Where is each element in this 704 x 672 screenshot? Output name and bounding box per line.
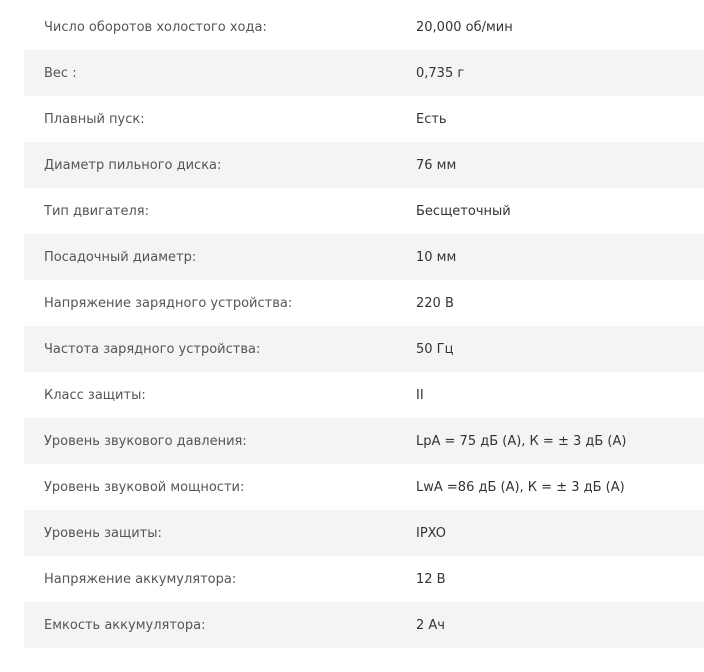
spec-label: Тип двигателя:: [44, 203, 149, 219]
spec-row-idle-speed: [24, 4, 704, 50]
spec-row-ingress-protection: [24, 510, 704, 556]
spec-row-protection-class: [24, 372, 704, 418]
spec-label: Уровень звуковой мощности:: [44, 479, 245, 495]
spec-label: Диаметр пильного диска:: [44, 157, 222, 173]
spec-label: Уровень защиты:: [44, 525, 162, 541]
spec-row-bore-diameter: [24, 234, 704, 280]
spec-value: Есть: [416, 111, 447, 127]
spec-value: 220 В: [416, 295, 454, 311]
spec-row-blade-diameter: [24, 142, 704, 188]
spec-row-sound-pressure: [24, 418, 704, 464]
spec-row-soft-start: [24, 96, 704, 142]
spec-label: Напряжение зарядного устройства:: [44, 295, 293, 311]
spec-label: Частота зарядного устройства:: [44, 341, 261, 357]
spec-label: Уровень звукового давления:: [44, 433, 247, 449]
spec-value: 76 мм: [416, 157, 457, 173]
spec-label: Плавный пуск:: [44, 111, 145, 127]
spec-label: Напряжение аккумулятора:: [44, 571, 237, 587]
spec-label: Посадочный диаметр:: [44, 249, 197, 265]
spec-row-weight: [24, 50, 704, 96]
spec-table: [24, 4, 704, 648]
spec-row-battery-capacity: [24, 602, 704, 648]
spec-label: Класс защиты:: [44, 387, 146, 403]
spec-row-charger-frequency: [24, 326, 704, 372]
spec-value: Бесщеточный: [416, 203, 511, 219]
spec-value: 50 Гц: [416, 341, 454, 357]
spec-row-charger-voltage: [24, 280, 704, 326]
spec-label: Вес :: [44, 65, 77, 81]
spec-value: II: [416, 387, 424, 403]
spec-value: IPXO: [416, 525, 446, 541]
spec-label: Число оборотов холостого хода:: [44, 19, 267, 35]
spec-label: Емкость аккумулятора:: [44, 617, 206, 633]
spec-row-sound-power: [24, 464, 704, 510]
spec-value: LpA = 75 дБ (А), К = ± 3 дБ (А): [416, 433, 627, 449]
spec-value: 2 Ач: [416, 617, 445, 633]
spec-row-battery-voltage: [24, 556, 704, 602]
spec-value: 10 мм: [416, 249, 457, 265]
spec-value: 0,735 г: [416, 65, 465, 81]
spec-row-motor-type: [24, 188, 704, 234]
spec-value: LwA =86 дБ (А), К = ± 3 дБ (А): [416, 479, 625, 495]
spec-value: 20,000 об/мин: [416, 19, 513, 35]
spec-value: 12 В: [416, 571, 446, 587]
